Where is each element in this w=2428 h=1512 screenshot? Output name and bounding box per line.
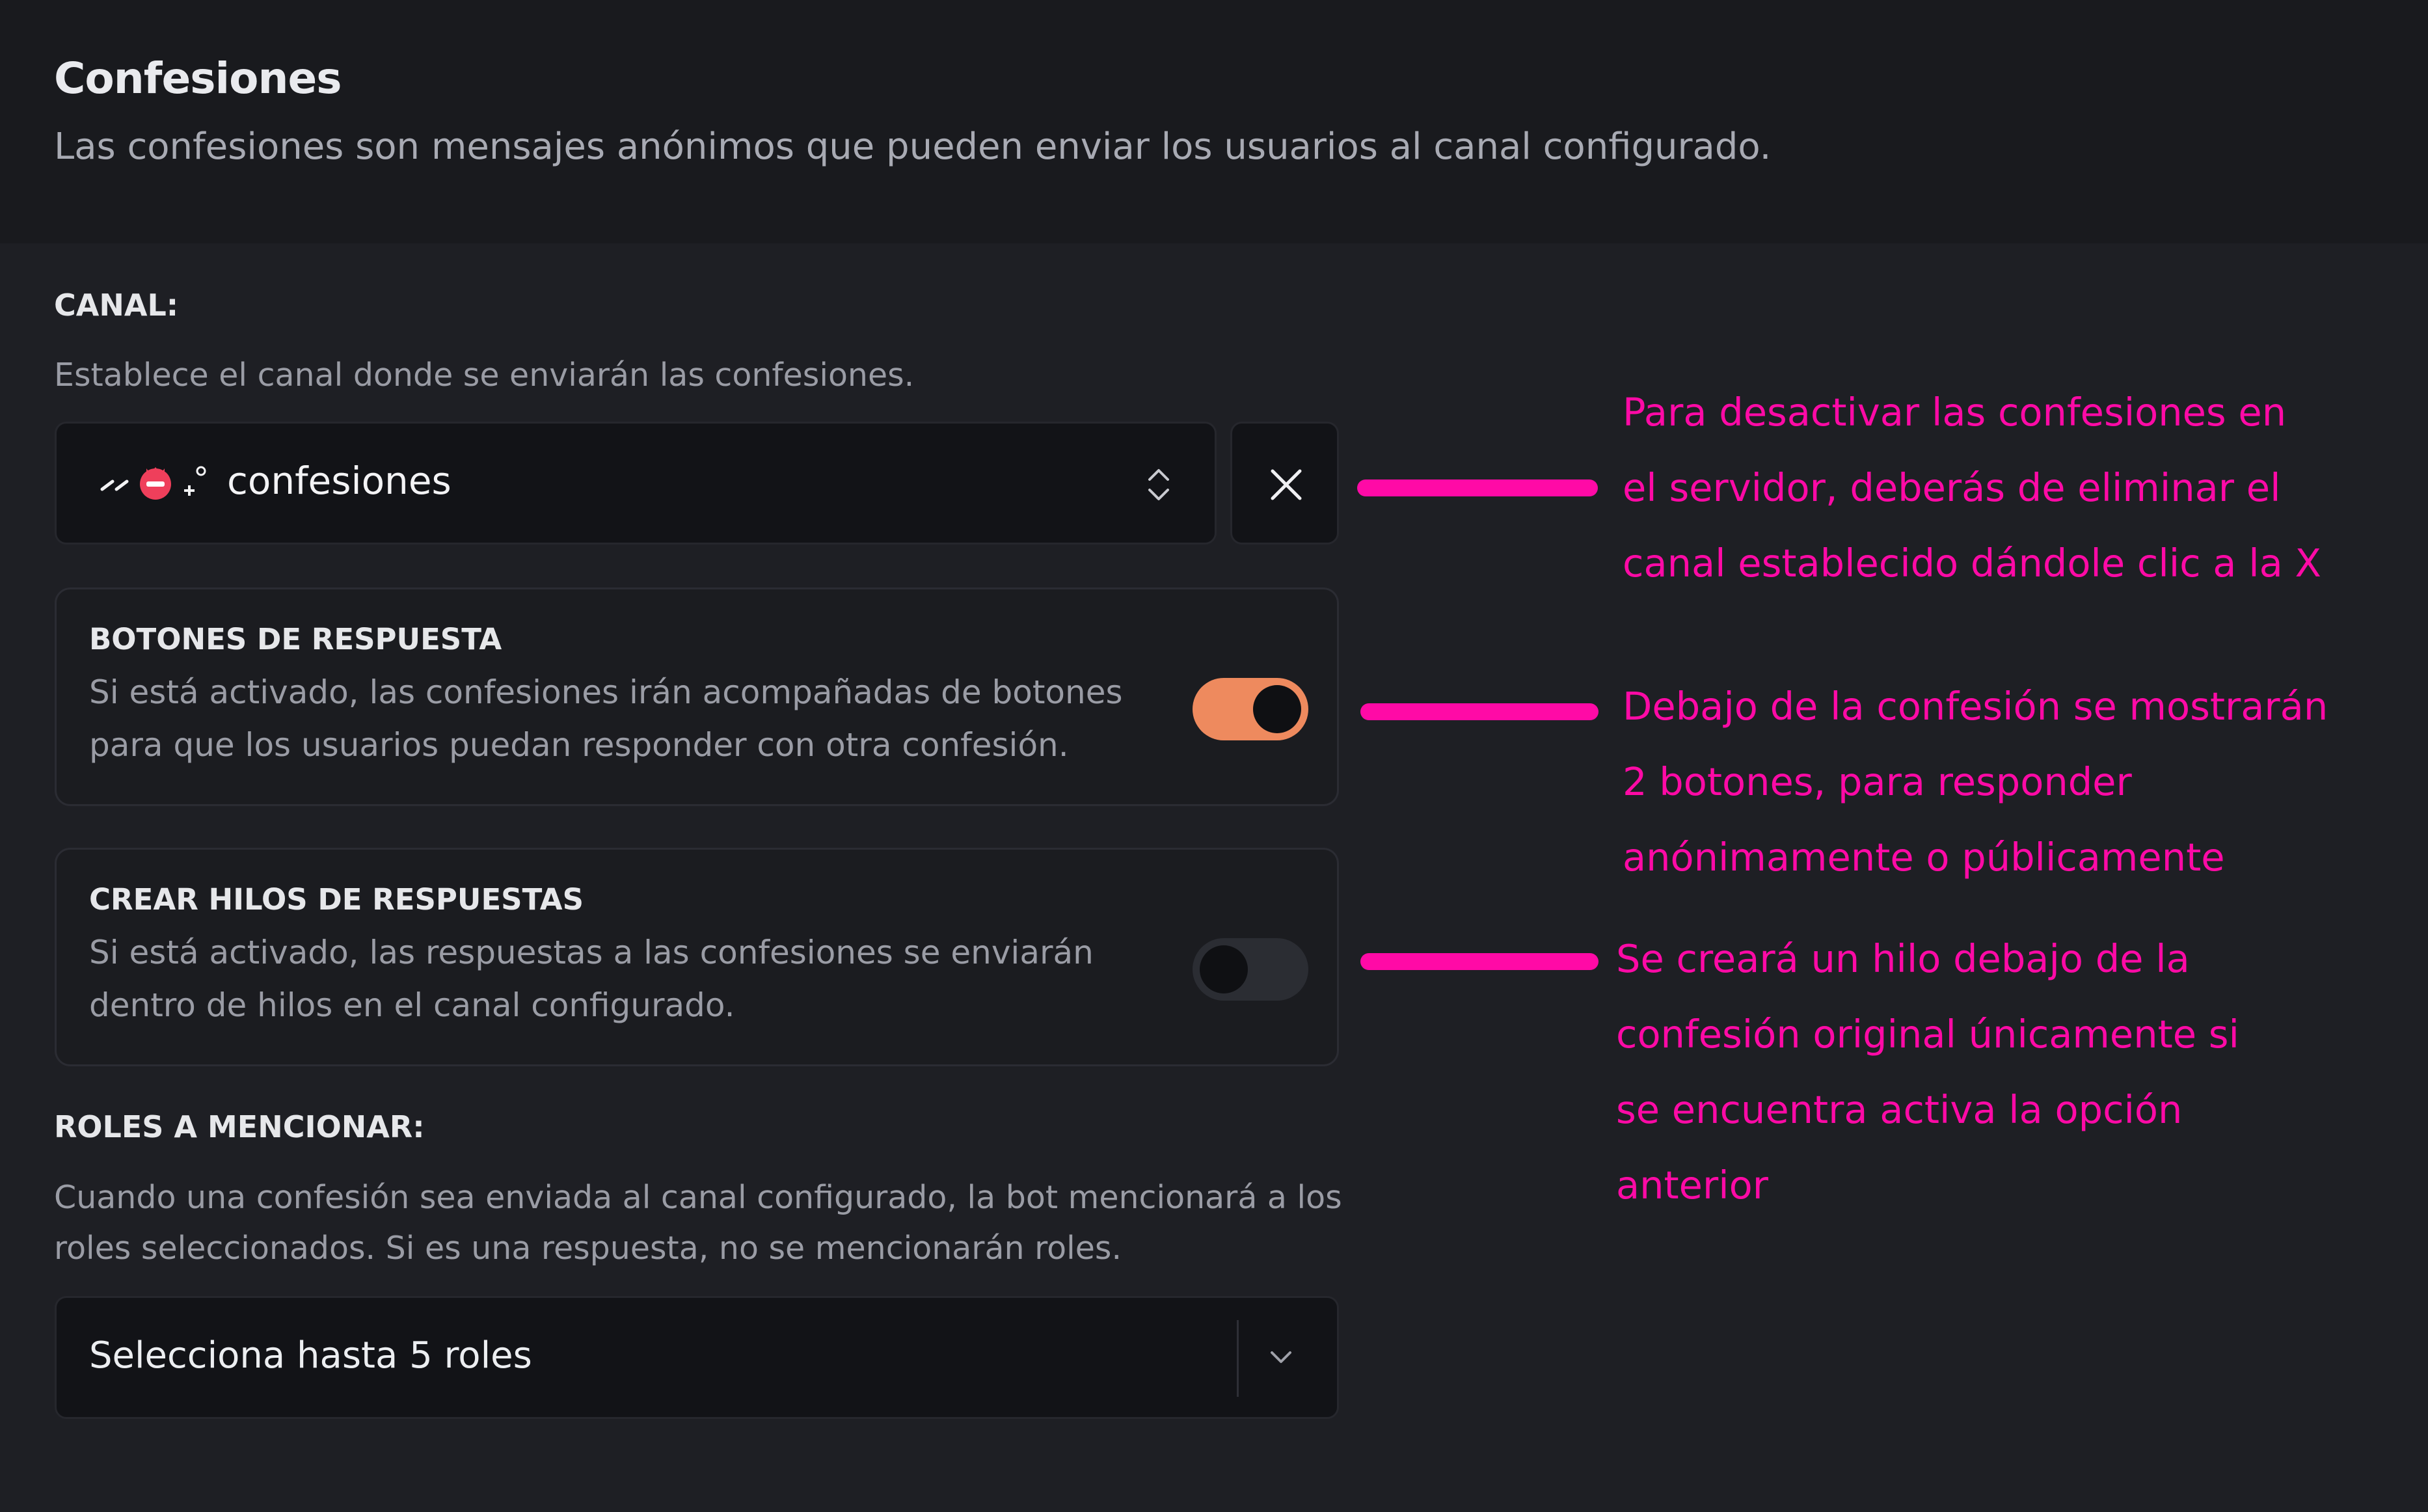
channel-select[interactable]	[55, 422, 1217, 545]
annotation-text-line: canal establecido dándole clic a la X	[1623, 541, 2321, 586]
roles-select[interactable]	[55, 1296, 1339, 1419]
channel-label: CANAL:	[54, 288, 179, 323]
toggle-knob	[1253, 685, 1301, 733]
annotation-pointer-line	[1357, 479, 1598, 496]
annotation-text-line: Para desactivar las confesiones en	[1623, 390, 2287, 435]
reply-buttons-title: BOTONES DE RESPUESTA	[89, 622, 502, 656]
annotation-text-line: anterior	[1616, 1163, 1768, 1208]
roles-select-divider	[1237, 1320, 1239, 1397]
chevron-down-icon[interactable]	[1268, 1347, 1294, 1367]
roles-placeholder: Selecciona hasta 5 roles	[89, 1334, 532, 1377]
close-icon	[1269, 467, 1304, 502]
annotation-reply-buttons	[1623, 669, 2328, 895]
annotation-text-line: se encuentra activa la opción	[1616, 1087, 2183, 1132]
annotation-reply-threads	[1616, 921, 2239, 1223]
annotation-text-line: confesión original únicamente si	[1616, 1012, 2239, 1057]
annotation-text-line: anónimamente o públicamente	[1623, 835, 2225, 880]
channel-description: Establece el canal donde se enviarán las confesiones.	[54, 357, 915, 394]
annotation-pointer-line	[1360, 953, 1598, 970]
annotation-text-line: el servidor, deberás de eliminar el	[1623, 465, 2281, 510]
reply-buttons-toggle[interactable]	[1193, 678, 1308, 740]
page-description: Las confesiones son mensajes anónimos que pueden enviar los usuarios al canal configurado.	[54, 126, 1772, 168]
channel-selected-value	[100, 459, 452, 503]
channel-name: confesiones	[227, 459, 452, 503]
chevron-updown-icon	[1146, 466, 1172, 503]
page-title: Confesiones	[54, 53, 342, 103]
roles-label: ROLES A MENCIONAR:	[54, 1109, 425, 1144]
annotation-text-line: Se creará un hilo debajo de la	[1616, 936, 2190, 981]
reply-threads-description: Si está activado, las respuestas a las confesiones se enviarán dentro de hilos en el canal configurado.	[89, 934, 1094, 1024]
annotation-pointer-line	[1360, 703, 1598, 720]
reply-threads-option-card	[55, 848, 1339, 1066]
reply-threads-title: CREAR HILOS DE RESPUESTAS	[89, 882, 584, 917]
annotation-text-line: Debajo de la confesión se mostrarán	[1623, 684, 2328, 729]
annotation-text-line: 2 botones, para responder	[1623, 759, 2132, 804]
annotation-clear-channel	[1623, 375, 2321, 601]
roles-description: Cuando una confesión sea enviada al canal configurado, la bot mencionará a los roles seleccionados. Si es una respuesta, no se mencionarán roles.	[54, 1179, 1342, 1267]
reply-buttons-option-card	[55, 587, 1339, 806]
channel-emoji-decoration-icon	[100, 459, 223, 502]
reply-buttons-description: Si está activado, las confesiones irán acompañadas de botones para que los usuarios puedan responder con otra confesión.	[89, 673, 1123, 764]
toggle-knob	[1200, 945, 1248, 993]
settings-header	[0, 0, 2428, 243]
clear-channel-button[interactable]	[1230, 422, 1339, 545]
reply-threads-toggle[interactable]	[1193, 938, 1308, 1001]
